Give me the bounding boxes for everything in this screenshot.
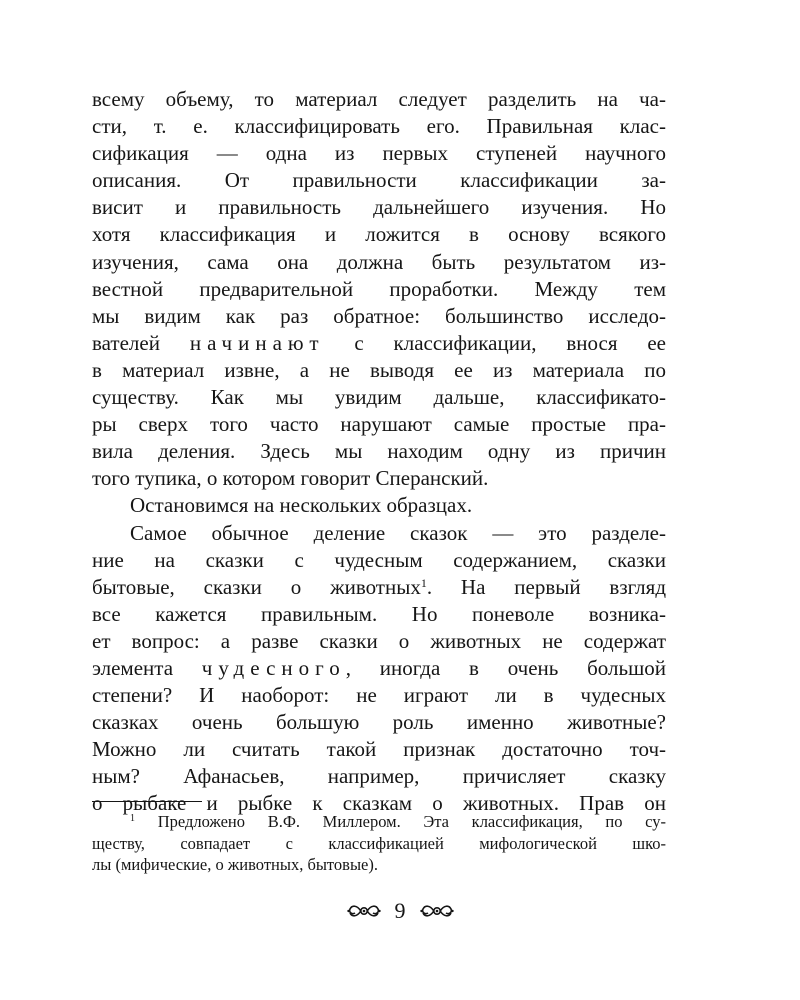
page-number: 9 [394, 898, 406, 923]
text-line: ры сверх того часто нарушают самые простые пра- [92, 412, 666, 437]
text-fragment: элемента [92, 655, 202, 680]
text-line: мы видим как раз обратное: большинство исследо- [92, 303, 666, 328]
paragraph-start-line: Самое обычное деление сказок — это разделе- [130, 520, 666, 545]
text-fragment: . На первый взгляд [426, 574, 666, 599]
paragraph-start-line: Остановимся на нескольких образцах. [130, 493, 473, 518]
text-line: висит и правильность дальнейшего изучения. Но [92, 195, 666, 220]
floral-ornament-icon [420, 902, 454, 920]
footnote-reference[interactable]: 1 [420, 575, 427, 590]
text-line: Можно ли считать такой признак достаточно точ- [92, 737, 666, 762]
text-line [92, 655, 666, 682]
floral-ornament-icon [347, 902, 381, 920]
text-line: степени? И наоборот: не играют ли в чудесных [92, 683, 666, 708]
emphasized-word: начинают [189, 330, 325, 355]
page-footer [0, 894, 800, 928]
text-fragment: Предложено В.Ф. Миллером. Эта классификация, по су- [157, 812, 667, 831]
text-line: сказках очень большую роль именно животные? [92, 710, 666, 735]
text-line: все кажется правильным. Но поневоле возника- [92, 601, 666, 626]
text-line: ние на сказки с чудесным содержанием, сказки [92, 547, 666, 572]
footnote-marker: 1 [130, 813, 135, 824]
text-line: в материал извне, а не выводя ее из материала по [92, 357, 666, 382]
text-line: описания. От правильности классификации за- [92, 168, 666, 193]
footnote-divider [92, 801, 202, 802]
text-line: всему объему, то материал следует разделить на ча- [92, 87, 666, 111]
text-line: вила деления. Здесь мы находим одну из причин [92, 439, 666, 464]
text-fragment: вателей [92, 330, 190, 355]
text-line: сификация — одна из первых ступеней научного [92, 141, 666, 166]
text-line: изучения, сама она должна быть результатом из- [92, 249, 666, 274]
text-line [92, 574, 666, 601]
text-line [92, 330, 666, 357]
text-line: о рыбаке и рыбке к сказкам о животных. Прав он [92, 791, 666, 816]
text-line: того тупика, о котором говорит Сперанский. [92, 466, 489, 491]
text-fragment: бытовые, сказки о животных [92, 574, 421, 599]
footnote-line: лы (мифические, о животных, бытовые). [92, 855, 378, 874]
emphasized-word: чудесного [201, 655, 346, 680]
footnote [92, 811, 666, 876]
text-line: хотя классификация и ложится в основу всякого [92, 222, 666, 247]
text-line: ет вопрос: а разве сказки о животных не содержат [92, 628, 666, 653]
footnote-line [92, 811, 666, 833]
text-line: существу. Как мы увидим дальше, классификато- [92, 385, 666, 410]
text-fragment: , иногда в очень большой [345, 655, 666, 680]
text-line: вестной предварительной проработки. Между тем [92, 276, 666, 301]
body-text [92, 86, 666, 818]
text-fragment: с классификации, внося ее [324, 330, 666, 355]
text-line: ным? Афанасьев, например, причисляет сказку [92, 764, 666, 789]
text-line: сти, т. е. классифицировать его. Правильная клас- [92, 114, 666, 139]
footnote-line: ществу, совпадает с классификацией мифологической шко- [92, 833, 666, 853]
